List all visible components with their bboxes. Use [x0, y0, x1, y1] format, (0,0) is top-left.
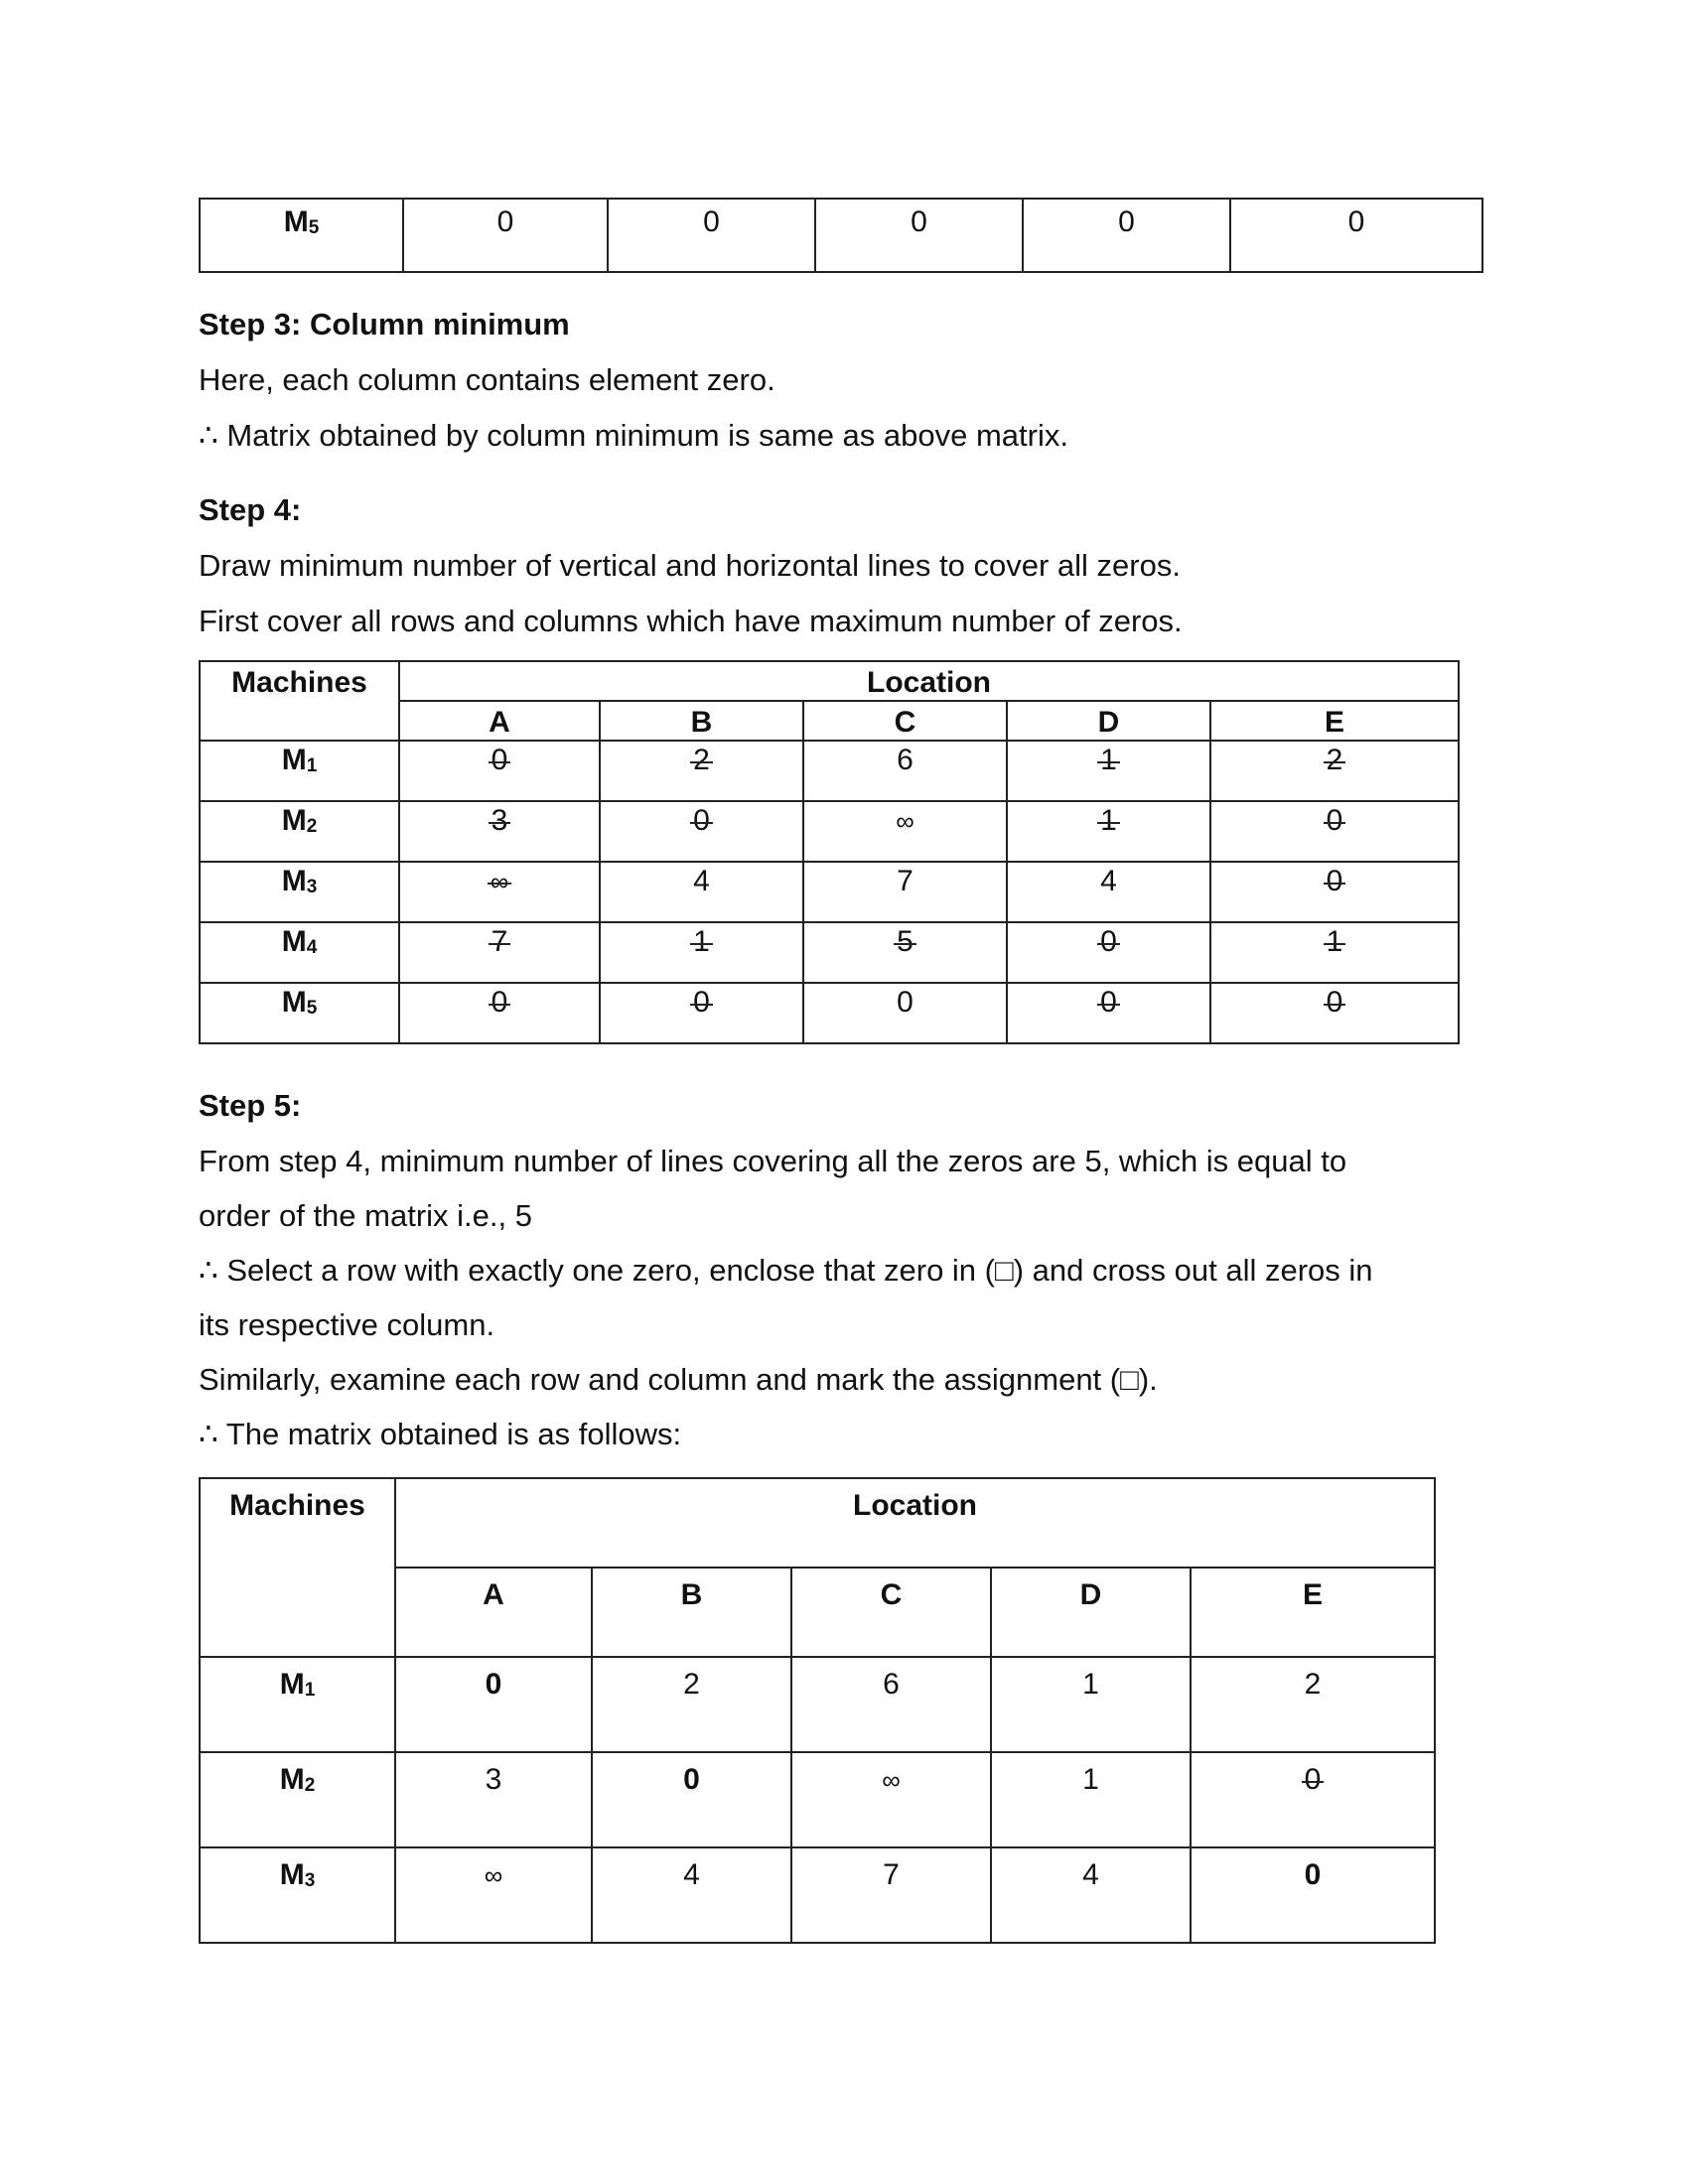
row-label: $M_2$ [200, 801, 399, 862]
matrix-cell [791, 1847, 991, 1943]
table-row [200, 741, 1459, 801]
column-header: B [600, 701, 803, 741]
row-label: $M_3$ [200, 1847, 395, 1943]
cell-value: 4 [683, 1858, 700, 1891]
crossed-value: 2 [693, 744, 710, 776]
cell-value: ∞ [896, 806, 914, 836]
step4-heading: Step 4: [199, 492, 302, 527]
crossed-value: 0 [1100, 986, 1117, 1019]
matrix-cell [399, 801, 600, 862]
matrix-fragment-table [199, 198, 1483, 273]
assigned-value: 0 [683, 1763, 700, 1796]
cell-value: ∞ [882, 1765, 901, 1795]
table-row [200, 922, 1459, 983]
matrix-cell [399, 922, 600, 983]
row-label: $M_1$ [200, 1657, 395, 1752]
matrix-cell [399, 741, 600, 801]
crossed-value: 0 [1304, 1763, 1322, 1796]
cell-value: 2 [1304, 1668, 1322, 1701]
row-label: $M_5$ [200, 199, 403, 272]
matrix-cell [803, 801, 1007, 862]
column-header: B [592, 1568, 791, 1657]
row-label: $M_2$ [200, 1752, 395, 1847]
crossed-value: 0 [1326, 986, 1343, 1019]
cell-value: 4 [1100, 865, 1117, 897]
step4-line2: First cover all rows and columns which have maximum number of zeros. [199, 604, 1183, 638]
cell-value: ∞ [484, 1860, 503, 1890]
matrix-cell [395, 1847, 592, 1943]
table-row [200, 1657, 1435, 1752]
row-label: $M_1$ [200, 741, 399, 801]
matrix-cell [991, 1657, 1191, 1752]
matrix-cell [1007, 741, 1210, 801]
assignment-table [199, 1477, 1436, 1944]
cell-value: 3 [485, 1763, 502, 1796]
crossed-value: 0 [693, 986, 710, 1019]
matrix-cell [600, 741, 803, 801]
matrix-cell [1191, 1847, 1435, 1943]
matrix-cell [991, 1752, 1191, 1847]
matrix-cell [592, 1847, 791, 1943]
matrix-cell: 0 [403, 199, 608, 272]
crossed-value: 1 [693, 925, 710, 958]
cell-value: 4 [1082, 1858, 1099, 1891]
matrix-cell [1007, 801, 1210, 862]
column-header: C [791, 1568, 991, 1657]
matrix-cell [803, 983, 1007, 1043]
matrix-cell [600, 922, 803, 983]
crossed-value: 0 [693, 804, 710, 837]
matrix-cell [803, 741, 1007, 801]
column-header: E [1191, 1568, 1435, 1657]
crossed-value: 0 [1326, 865, 1343, 897]
crossed-value: ∞ [490, 867, 509, 896]
column-header: A [395, 1568, 592, 1657]
matrix-cell [1210, 983, 1459, 1043]
step5-line4: its respective column. [199, 1307, 495, 1342]
crossed-value: 2 [1326, 744, 1343, 776]
crossed-value: 0 [491, 744, 508, 776]
assigned-value: 0 [1304, 1858, 1322, 1891]
matrix-cell [600, 801, 803, 862]
matrix-cell [600, 983, 803, 1043]
matrix-cell [803, 862, 1007, 922]
crossed-value: 7 [491, 925, 508, 958]
matrix-cell [592, 1657, 791, 1752]
column-header: E [1210, 701, 1459, 741]
matrix-cell [791, 1752, 991, 1847]
matrix-cell [395, 1752, 592, 1847]
matrix-cell [1191, 1657, 1435, 1752]
lines-cover-table [199, 660, 1460, 1044]
matrix-cell [803, 922, 1007, 983]
matrix-cell [600, 862, 803, 922]
matrix-cell [1210, 741, 1459, 801]
location-header: Location [395, 1478, 1435, 1568]
column-header: C [803, 701, 1007, 741]
crossed-value: 1 [1100, 804, 1117, 837]
matrix-cell [1210, 922, 1459, 983]
cell-value: 2 [683, 1668, 700, 1701]
step4-line1: Draw minimum number of vertical and horizontal lines to cover all zeros. [199, 548, 1181, 583]
machines-header: Machines [200, 661, 399, 741]
matrix-cell: 0 [1023, 199, 1230, 272]
header-row [200, 1478, 1435, 1568]
table-row [200, 1752, 1435, 1847]
matrix-cell [1191, 1752, 1435, 1847]
table-row [200, 1847, 1435, 1943]
crossed-value: 0 [1100, 925, 1117, 958]
cell-value: 1 [1082, 1763, 1099, 1796]
column-header: D [991, 1568, 1191, 1657]
matrix-cell [1210, 801, 1459, 862]
cell-value: 4 [693, 865, 710, 897]
matrix-cell [399, 862, 600, 922]
matrix-cell [791, 1657, 991, 1752]
matrix-cell: 0 [815, 199, 1023, 272]
matrix-cell [1007, 922, 1210, 983]
step5-line1: From step 4, minimum number of lines covering all the zeros are 5, which is equal to [199, 1144, 1347, 1178]
assigned-value: 0 [485, 1668, 502, 1701]
row-label: $M_3$ [200, 862, 399, 922]
crossed-value: 1 [1100, 744, 1117, 776]
cell-value: 0 [897, 986, 914, 1019]
matrix-cell: 0 [1230, 199, 1482, 272]
step5-line3: ∴ Select a row with exactly one zero, enclose that zero in (□) and cross out all zeros in [199, 1253, 1373, 1288]
table-row [200, 983, 1459, 1043]
step3-line1: Here, each column contains element zero. [199, 362, 775, 397]
cell-value: 7 [883, 1858, 900, 1891]
matrix-cell: 0 [608, 199, 815, 272]
location-header: Location [399, 661, 1459, 701]
table-row [200, 199, 1482, 272]
matrix-cell [991, 1847, 1191, 1943]
matrix-cell [1210, 862, 1459, 922]
cell-value: 7 [897, 865, 914, 897]
header-row [200, 661, 1459, 701]
crossed-value: 1 [1326, 925, 1343, 958]
table-row [200, 801, 1459, 862]
column-header: D [1007, 701, 1210, 741]
matrix-cell [1007, 862, 1210, 922]
cell-value: 6 [883, 1668, 900, 1701]
row-label: $M_5$ [200, 983, 399, 1043]
step5-heading: Step 5: [199, 1088, 302, 1123]
step3-heading: Step 3: Column minimum [199, 307, 570, 341]
crossed-value: 0 [491, 986, 508, 1019]
column-header: A [399, 701, 600, 741]
matrix-cell [592, 1752, 791, 1847]
table-row [200, 862, 1459, 922]
cell-value: 1 [1082, 1668, 1099, 1701]
cell-value: 6 [897, 744, 914, 776]
crossed-value: 5 [897, 925, 914, 958]
row-label: $M_4$ [200, 922, 399, 983]
machines-header: Machines [200, 1478, 395, 1657]
crossed-value: 0 [1326, 804, 1343, 837]
matrix-cell [1007, 983, 1210, 1043]
step5-line2: order of the matrix i.e., 5 [199, 1198, 532, 1233]
step5-line6: ∴ The matrix obtained is as follows: [199, 1417, 682, 1451]
step5-line5: Similarly, examine each row and column and mark the assignment (□). [199, 1362, 1158, 1397]
matrix-cell [399, 983, 600, 1043]
crossed-value: 3 [491, 804, 508, 837]
matrix-cell [395, 1657, 592, 1752]
step3-line2: ∴ Matrix obtained by column minimum is same as above matrix. [199, 418, 1068, 453]
